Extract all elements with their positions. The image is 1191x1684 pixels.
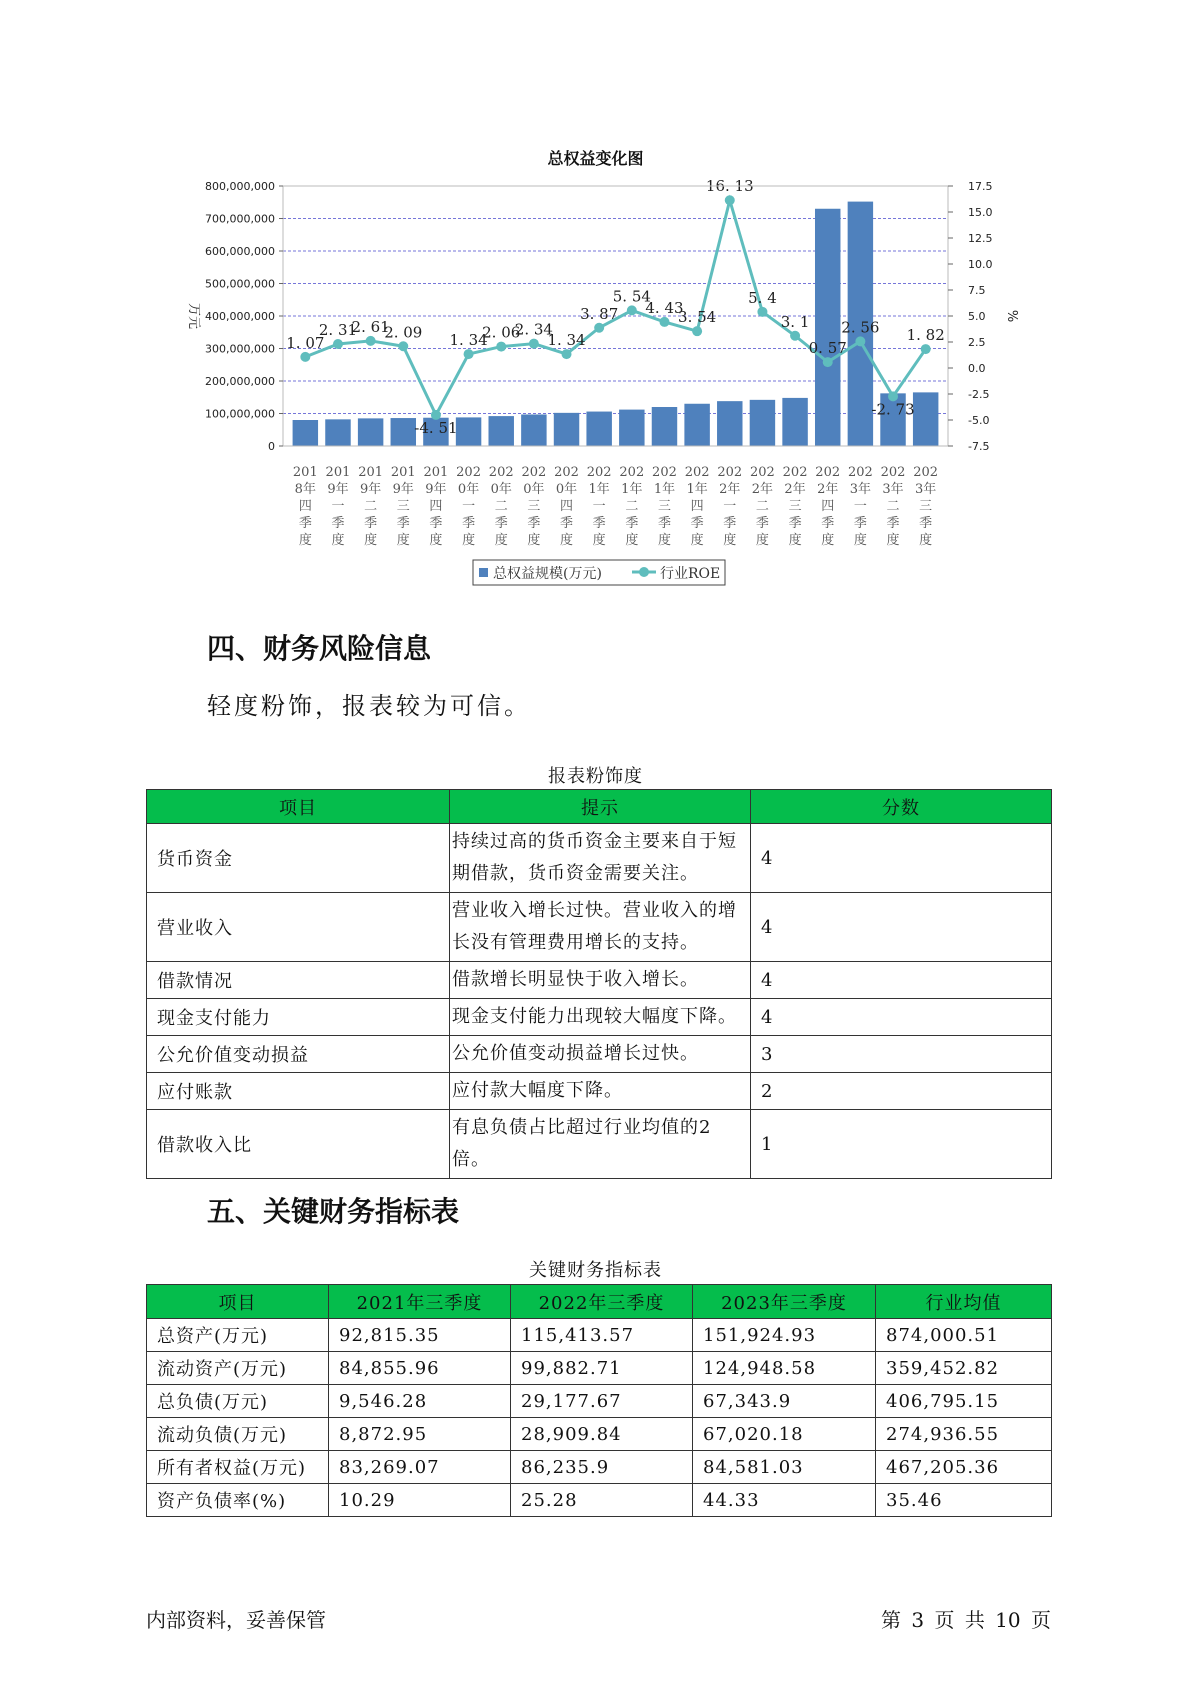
roe-point bbox=[627, 305, 637, 315]
risk-hint: 有息负债占比超过行业均值的2倍。 bbox=[450, 1110, 751, 1179]
kfi-cell: 总负债(万元) bbox=[147, 1385, 329, 1418]
x-tick-label: 度 bbox=[723, 533, 737, 548]
x-tick-label: 一 bbox=[723, 499, 737, 514]
roe-data-label: 16. 13 bbox=[705, 177, 754, 196]
x-tick-label: 202 bbox=[619, 465, 645, 480]
risk-score: 2 bbox=[751, 1073, 1052, 1110]
roe-point bbox=[725, 195, 735, 205]
right-tick-label: 10.0 bbox=[968, 258, 993, 271]
x-tick-label: 季 bbox=[527, 516, 541, 531]
kfi-table bbox=[146, 1284, 1052, 1517]
roe-data-label: 2. 34 bbox=[514, 320, 553, 339]
x-tick-label: 202 bbox=[880, 465, 906, 480]
left-tick-label: 700,000,000 bbox=[205, 212, 275, 226]
bar bbox=[684, 404, 709, 446]
bar bbox=[488, 416, 513, 446]
x-tick-label: 季 bbox=[364, 516, 378, 531]
x-tick-label: 二 bbox=[364, 499, 378, 514]
section-5-heading: 五、关键财务指标表 bbox=[207, 1195, 460, 1228]
right-tick-label: 15.0 bbox=[968, 206, 993, 219]
x-tick-label: 202 bbox=[913, 465, 939, 480]
x-tick-label: 度 bbox=[527, 533, 541, 548]
x-tick-label: 季 bbox=[723, 516, 737, 531]
x-tick-label: 四 bbox=[429, 499, 443, 514]
risk-row bbox=[147, 962, 1052, 999]
x-tick-label: 季 bbox=[396, 516, 410, 531]
kfi-cell: 67,020.18 bbox=[693, 1418, 876, 1451]
x-tick-label: 季 bbox=[821, 516, 835, 531]
bar bbox=[554, 413, 579, 446]
chart-legend bbox=[473, 560, 725, 585]
x-tick-label: 季 bbox=[298, 516, 312, 531]
right-tick-label: -5.0 bbox=[968, 414, 990, 427]
kfi-cell: 99,882.71 bbox=[511, 1352, 693, 1385]
kfi-cell: 28,909.84 bbox=[511, 1418, 693, 1451]
kfi-cell: 44.33 bbox=[693, 1484, 876, 1517]
bar bbox=[325, 419, 350, 446]
x-tick-label: 二 bbox=[755, 499, 769, 514]
x-tick-label: 202 bbox=[652, 465, 677, 480]
roe-point bbox=[562, 349, 572, 359]
x-tick-label: 202 bbox=[750, 465, 775, 480]
kfi-cell: 总资产(万元) bbox=[147, 1319, 329, 1352]
roe-data-label: 3. 87 bbox=[580, 304, 619, 323]
roe-data-label: 0. 57 bbox=[808, 339, 847, 358]
x-tick-label: 季 bbox=[886, 516, 900, 531]
risk-score: 4 bbox=[751, 999, 1052, 1036]
roe-data-label: 1. 82 bbox=[906, 326, 945, 345]
x-tick-label: 度 bbox=[462, 533, 476, 548]
risk-score: 4 bbox=[751, 962, 1052, 999]
x-tick-label: 度 bbox=[592, 533, 606, 548]
left-tick-label: 400,000,000 bbox=[205, 310, 275, 323]
x-tick-label: 三 bbox=[657, 499, 671, 514]
risk-score: 4 bbox=[751, 893, 1052, 962]
x-tick-label: 季 bbox=[657, 516, 671, 531]
x-tick-label: 度 bbox=[886, 533, 900, 548]
legend-bar-label: 总权益规模(万元) bbox=[493, 566, 602, 582]
x-tick-label: 季 bbox=[788, 516, 802, 531]
x-tick-label: 3年 bbox=[882, 482, 904, 497]
risk-header-hint: 提示 bbox=[450, 790, 751, 824]
x-tick-label: 季 bbox=[331, 516, 345, 531]
right-tick-label: 5.0 bbox=[968, 310, 986, 323]
roe-point bbox=[790, 331, 800, 341]
roe-data-label: 1. 07 bbox=[286, 333, 325, 352]
risk-table bbox=[146, 789, 1052, 1179]
x-tick-label: 202 bbox=[456, 465, 481, 480]
x-tick-label: 202 bbox=[815, 465, 841, 480]
roe-point bbox=[464, 349, 474, 359]
x-tick-label: 度 bbox=[853, 533, 867, 548]
x-tick-label: 度 bbox=[755, 533, 769, 548]
right-tick-label: 7.5 bbox=[968, 284, 986, 297]
kfi-table-caption: 关键财务指标表 bbox=[529, 1260, 662, 1281]
kfi-cell: 151,924.93 bbox=[693, 1319, 876, 1352]
x-tick-label: 1年 bbox=[686, 482, 708, 497]
risk-item: 现金支付能力 bbox=[147, 999, 450, 1036]
kfi-cell: 83,269.07 bbox=[329, 1451, 511, 1484]
roe-data-label: 2. 61 bbox=[351, 317, 390, 336]
x-tick-label: 三 bbox=[788, 499, 802, 514]
x-tick-label: 度 bbox=[429, 533, 443, 548]
kfi-row bbox=[147, 1319, 1052, 1352]
x-tick-label: 201 bbox=[358, 465, 384, 480]
legend-bar-swatch bbox=[479, 568, 488, 577]
x-tick-label: 季 bbox=[560, 516, 574, 531]
x-tick-label: 四 bbox=[560, 499, 574, 514]
roe-point bbox=[823, 357, 833, 367]
chart-axes bbox=[186, 180, 1019, 548]
roe-data-label: 2. 56 bbox=[841, 318, 880, 337]
x-tick-label: 季 bbox=[853, 516, 867, 531]
bar bbox=[652, 407, 677, 446]
x-tick-label: 度 bbox=[919, 533, 933, 548]
x-tick-label: 0年 bbox=[555, 482, 578, 497]
risk-item: 营业收入 bbox=[147, 893, 450, 962]
risk-summary: 轻度粉饰，报表较为可信。 bbox=[207, 692, 531, 720]
kfi-header: 2023年三季度 bbox=[693, 1285, 876, 1319]
legend-line-label: 行业ROE bbox=[660, 566, 721, 582]
risk-hint: 营业收入增长过快。营业收入的增长没有管理费用增长的支持。 bbox=[450, 893, 751, 962]
kfi-cell: 359,452.82 bbox=[876, 1352, 1052, 1385]
x-tick-label: 一 bbox=[853, 499, 867, 514]
x-tick-label: 季 bbox=[919, 516, 933, 531]
risk-row bbox=[147, 1036, 1052, 1073]
risk-item: 公允价值变动损益 bbox=[147, 1036, 450, 1073]
x-tick-label: 季 bbox=[625, 516, 639, 531]
bar bbox=[750, 400, 775, 446]
right-tick-label: -2.5 bbox=[968, 388, 990, 401]
x-tick-label: 季 bbox=[462, 516, 476, 531]
x-tick-label: 一 bbox=[462, 499, 476, 514]
kfi-cell: 86,235.9 bbox=[511, 1451, 693, 1484]
kfi-cell: 所有者权益(万元) bbox=[147, 1451, 329, 1484]
x-tick-label: 度 bbox=[657, 533, 671, 548]
x-tick-label: 度 bbox=[625, 533, 639, 548]
x-tick-label: 一 bbox=[331, 499, 345, 514]
x-tick-label: 度 bbox=[298, 533, 312, 548]
roe-data-label: 2. 31 bbox=[318, 320, 358, 339]
x-tick-label: 度 bbox=[364, 533, 378, 548]
roe-data-label: 2. 09 bbox=[384, 323, 423, 342]
roe-point bbox=[594, 323, 604, 333]
x-tick-label: 季 bbox=[494, 516, 508, 531]
x-tick-label: 9年 bbox=[392, 482, 414, 497]
section-4-heading: 四、财务风险信息 bbox=[207, 632, 432, 665]
x-tick-label: 0年 bbox=[490, 482, 512, 497]
x-tick-label: 202 bbox=[488, 465, 514, 480]
x-tick-label: 1年 bbox=[588, 482, 610, 497]
bar bbox=[521, 414, 546, 446]
kfi-cell: 84,581.03 bbox=[693, 1451, 876, 1484]
kfi-cell: 流动负债(万元) bbox=[147, 1418, 329, 1451]
risk-item: 借款情况 bbox=[147, 962, 450, 999]
kfi-cell: 资产负债率(%) bbox=[147, 1484, 329, 1517]
x-tick-label: 9年 bbox=[425, 482, 447, 497]
kfi-header: 行业均值 bbox=[876, 1285, 1052, 1319]
x-tick-label: 度 bbox=[494, 533, 508, 548]
kfi-cell: 67,343.9 bbox=[693, 1385, 876, 1418]
bar bbox=[358, 418, 383, 446]
x-tick-label: 8年 bbox=[294, 482, 316, 497]
roe-data-label: 5. 54 bbox=[612, 287, 651, 306]
x-tick-label: 季 bbox=[429, 516, 443, 531]
risk-header-item: 项目 bbox=[147, 790, 450, 824]
x-tick-label: 202 bbox=[782, 465, 808, 480]
risk-hint: 持续过高的货币资金主要来自于短期借款，货币资金需要关注。 bbox=[450, 824, 751, 893]
x-tick-label: 二 bbox=[886, 499, 900, 514]
kfi-cell: 25.28 bbox=[511, 1484, 693, 1517]
roe-point bbox=[496, 342, 506, 352]
left-tick-label: 300,000,000 bbox=[205, 342, 275, 356]
x-tick-label: 三 bbox=[919, 499, 933, 514]
footer-page-number: 第 3 页 共 10 页 bbox=[881, 1608, 1051, 1632]
x-tick-label: 2年 bbox=[751, 482, 774, 497]
risk-hint: 现金支付能力出现较大幅度下降。 bbox=[450, 999, 751, 1036]
roe-data-label: 5. 4 bbox=[748, 288, 777, 307]
kfi-cell: 467,205.36 bbox=[876, 1451, 1052, 1484]
x-tick-label: 0年 bbox=[457, 482, 480, 497]
right-axis-title: % bbox=[1004, 309, 1019, 323]
x-tick-label: 度 bbox=[788, 533, 802, 548]
x-tick-label: 2年 bbox=[784, 482, 806, 497]
x-tick-label: 0年 bbox=[523, 482, 545, 497]
risk-hint: 借款增长明显快于收入增长。 bbox=[450, 962, 751, 999]
x-tick-label: 201 bbox=[292, 465, 318, 480]
kfi-cell: 流动资产(万元) bbox=[147, 1352, 329, 1385]
kfi-cell: 274,936.55 bbox=[876, 1418, 1052, 1451]
x-tick-label: 二 bbox=[625, 499, 639, 514]
x-tick-label: 季 bbox=[592, 516, 606, 531]
roe-data-label: -2. 73 bbox=[871, 400, 915, 419]
kfi-cell: 406,795.15 bbox=[876, 1385, 1052, 1418]
kfi-header: 项目 bbox=[147, 1285, 329, 1319]
x-tick-label: 201 bbox=[423, 465, 449, 480]
roe-point bbox=[757, 307, 767, 317]
x-tick-label: 2年 bbox=[719, 482, 741, 497]
roe-point bbox=[659, 317, 669, 327]
right-tick-label: 0.0 bbox=[968, 362, 986, 375]
risk-row bbox=[147, 893, 1052, 962]
roe-point bbox=[921, 344, 931, 354]
right-tick-label: 2.5 bbox=[968, 336, 986, 349]
kfi-row bbox=[147, 1418, 1052, 1451]
x-tick-label: 202 bbox=[717, 465, 743, 480]
risk-row bbox=[147, 1073, 1052, 1110]
x-tick-label: 201 bbox=[390, 465, 416, 480]
kfi-cell: 874,000.51 bbox=[876, 1319, 1052, 1352]
roe-point bbox=[366, 336, 376, 346]
x-tick-label: 四 bbox=[821, 499, 835, 514]
x-tick-label: 四 bbox=[298, 499, 312, 514]
x-tick-label: 二 bbox=[494, 499, 508, 514]
x-tick-label: 度 bbox=[331, 533, 345, 548]
bar bbox=[717, 401, 742, 446]
x-tick-label: 季 bbox=[755, 516, 769, 531]
roe-data-label: 3. 1 bbox=[780, 312, 810, 331]
roe-data-label: 1. 34 bbox=[547, 331, 586, 350]
left-tick-label: 0 bbox=[268, 440, 275, 453]
x-tick-label: 度 bbox=[396, 533, 410, 548]
bar bbox=[456, 417, 481, 446]
x-tick-label: 202 bbox=[521, 465, 547, 480]
x-tick-label: 202 bbox=[554, 465, 579, 480]
legend-line-marker bbox=[639, 567, 649, 577]
risk-score: 1 bbox=[751, 1110, 1052, 1179]
kfi-cell: 35.46 bbox=[876, 1484, 1052, 1517]
risk-score: 4 bbox=[751, 824, 1052, 893]
bar bbox=[619, 410, 644, 446]
right-tick-label: 17.5 bbox=[968, 180, 993, 193]
roe-point bbox=[398, 341, 408, 351]
x-tick-label: 季 bbox=[690, 516, 704, 531]
x-tick-label: 201 bbox=[325, 465, 351, 480]
risk-table-caption: 报表粉饰度 bbox=[548, 766, 643, 787]
x-tick-label: 202 bbox=[586, 465, 612, 480]
risk-row bbox=[147, 999, 1052, 1036]
x-tick-label: 202 bbox=[684, 465, 710, 480]
bar bbox=[293, 420, 318, 446]
footer-confidential: 内部资料，妥善保管 bbox=[146, 1608, 326, 1632]
kfi-row bbox=[147, 1484, 1052, 1517]
kfi-cell: 8,872.95 bbox=[329, 1418, 511, 1451]
right-tick-label: 12.5 bbox=[968, 232, 993, 245]
x-tick-label: 1年 bbox=[653, 482, 676, 497]
x-tick-label: 三 bbox=[396, 499, 410, 514]
roe-point bbox=[692, 326, 702, 336]
roe-point bbox=[529, 339, 539, 349]
kfi-cell: 115,413.57 bbox=[511, 1319, 693, 1352]
roe-point bbox=[333, 339, 343, 349]
kfi-cell: 124,948.58 bbox=[693, 1352, 876, 1385]
right-tick-label: -7.5 bbox=[968, 440, 990, 453]
bar bbox=[391, 418, 416, 446]
x-tick-label: 9年 bbox=[327, 482, 349, 497]
left-axis-title: 万元 bbox=[186, 302, 201, 330]
roe-data-label: 1. 34 bbox=[449, 331, 488, 350]
left-tick-label: 500,000,000 bbox=[205, 277, 275, 291]
x-tick-label: 3年 bbox=[849, 482, 872, 497]
x-tick-label: 四 bbox=[690, 499, 704, 514]
roe-data-label: -4. 51 bbox=[414, 418, 458, 437]
kfi-cell: 10.29 bbox=[329, 1484, 511, 1517]
risk-item: 应付账款 bbox=[147, 1073, 450, 1110]
left-tick-label: 800,000,000 bbox=[205, 180, 275, 193]
risk-item: 货币资金 bbox=[147, 824, 450, 893]
roe-data-label: 2. 06 bbox=[482, 323, 521, 342]
x-tick-label: 度 bbox=[560, 533, 574, 548]
kfi-row bbox=[147, 1451, 1052, 1484]
x-tick-label: 度 bbox=[690, 533, 704, 548]
risk-score: 3 bbox=[751, 1036, 1052, 1073]
risk-header-score: 分数 bbox=[751, 790, 1052, 824]
x-tick-label: 一 bbox=[592, 499, 606, 514]
risk-row bbox=[147, 824, 1052, 893]
left-tick-label: 600,000,000 bbox=[205, 245, 275, 258]
left-tick-label: 200,000,000 bbox=[205, 375, 275, 388]
x-tick-label: 1年 bbox=[621, 482, 643, 497]
risk-hint: 公允价值变动损益增长过快。 bbox=[450, 1036, 751, 1073]
bar bbox=[913, 392, 938, 446]
roe-data-label: 4. 43 bbox=[645, 298, 684, 317]
x-tick-label: 9年 bbox=[359, 482, 382, 497]
kfi-row bbox=[147, 1385, 1052, 1418]
x-tick-label: 3年 bbox=[915, 482, 937, 497]
x-tick-label: 2年 bbox=[817, 482, 839, 497]
x-tick-label: 三 bbox=[527, 499, 541, 514]
kfi-cell: 9,546.28 bbox=[329, 1385, 511, 1418]
risk-hint: 应付款大幅度下降。 bbox=[450, 1073, 751, 1110]
bar bbox=[815, 209, 840, 446]
equity-chart bbox=[0, 0, 1191, 600]
kfi-header: 2021年三季度 bbox=[329, 1285, 511, 1319]
risk-row bbox=[147, 1110, 1052, 1179]
bar bbox=[782, 398, 807, 446]
kfi-cell: 84,855.96 bbox=[329, 1352, 511, 1385]
left-tick-label: 100,000,000 bbox=[205, 407, 275, 421]
kfi-cell: 29,177.67 bbox=[511, 1385, 693, 1418]
bar bbox=[586, 412, 611, 446]
kfi-cell: 92,815.35 bbox=[329, 1319, 511, 1352]
chart-line bbox=[286, 177, 945, 437]
chart-title: 总权益变化图 bbox=[547, 149, 644, 168]
risk-item: 借款收入比 bbox=[147, 1110, 450, 1179]
kfi-header: 2022年三季度 bbox=[511, 1285, 693, 1319]
roe-data-label: 3. 54 bbox=[678, 308, 717, 327]
roe-point bbox=[300, 352, 310, 362]
x-tick-label: 度 bbox=[821, 533, 835, 548]
roe-point bbox=[855, 336, 865, 346]
kfi-row bbox=[147, 1352, 1052, 1385]
x-tick-label: 202 bbox=[847, 465, 873, 480]
